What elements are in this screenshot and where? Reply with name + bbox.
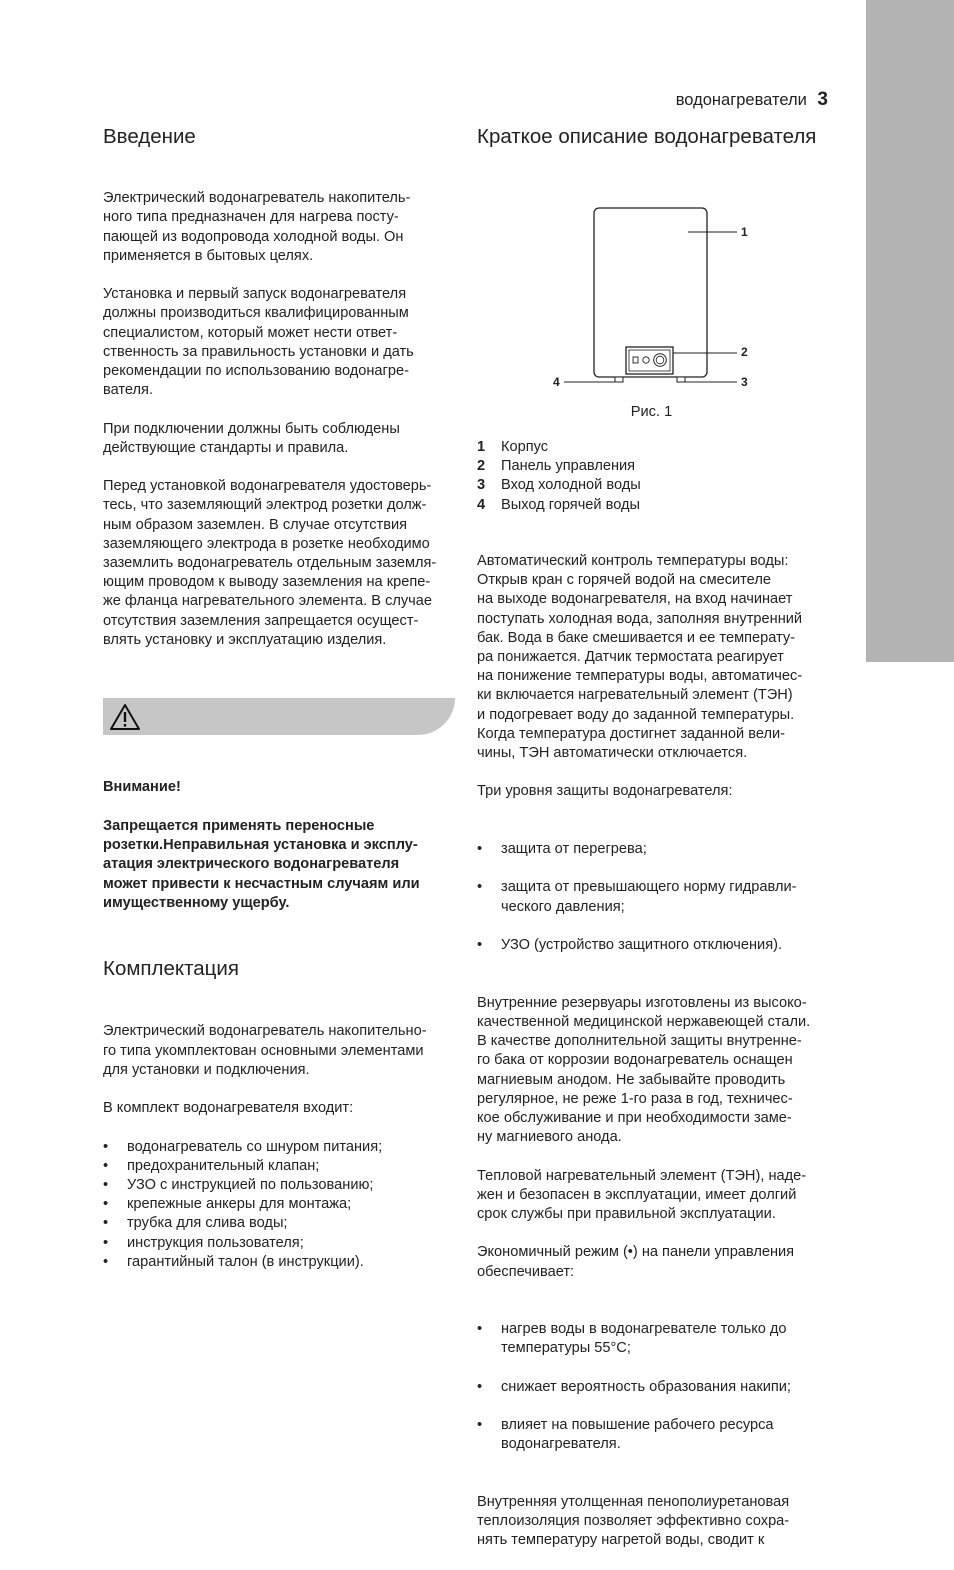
warning-text [103,759,455,932]
part-number: 4 [477,496,486,513]
figure-caption: Рис. 1 [630,404,673,420]
warning-bar [103,698,455,735]
insulation-text: Внутренняя утолщенная пенополиуретановая теплоизоляция позволяет эффективно сохра- нять температуру нагретой воды, сводит к [477,1493,790,1549]
list-item: • УЗО с инструкцией по пользованию; [103,1176,455,1195]
callout-label: 2 [741,345,748,359]
list-item: • предохранительный клапан; [103,1157,455,1176]
callout-label: 3 [741,375,748,389]
list-item: • снижает вероятность образования накипи; [477,1378,832,1397]
eco-intro: Экономичный режим (•) на панели управления обеспечивает: [477,1244,795,1280]
callout-label: 4 [553,375,560,389]
description-title: Краткое описание водонагревателя [477,125,817,148]
intro-body [103,170,455,669]
package-paragraph: Электрический водонагреватель накопительно- го типа укомплектован основными элементами для установки и подключения. [103,1023,427,1078]
package-body [103,1003,455,1137]
page-number: 3 [817,89,828,110]
package-title: Комплектация [103,957,239,981]
warning-heading: Внимание! [103,779,181,796]
package-paragraph: В комплект водонагревателя входит: [103,1100,354,1117]
list-item: • влияет на повышение рабочего ресурса водонагревателя. [477,1416,832,1454]
auto-control-text: Автоматический контроль температуры воды: Открыв кран с горячей водой на смесителе на выходе водонагревателя, на вход начинает поступать холодная вода, заполняя внутренний бак. Вода в баке смешивается и ее температу- ра понижается. Датчик термостата реагирует на понижение температуры воды, автоматичес- ки включается нагревательный элемент (ТЭН) и подогревает воду до заданной температуры. Когда температура достигнет заданной вели- чины, ТЭН автоматически отключается. [477,553,803,762]
eco-list [477,1301,832,1474]
part-number: 3 [477,477,486,494]
intro-paragraph: Перед установкой водонагревателя удостоверь- тесь, что заземляющий электрод розетки долж- ным образом заземлен. В случае отсутствия заземляющего электрода в розетке необходимо заземлить водонагреватель отдельным заземля- ющим проводом к выводу заземления на крепе- же фланца нагревательного элемента. В случае отсутствия заземления запрещается осущест- влять установку и эксплуатацию изделия. [103,478,437,648]
part-number: 2 [477,458,486,475]
intro-title: Введение [103,125,196,148]
side-tab [866,0,954,662]
list-item: • защита от превышающего норму гидравли- ческого давления; [477,878,832,916]
warning-icon [109,703,141,731]
part-label: Корпус [501,439,549,455]
part-item [477,457,832,476]
part-label: Панель управления [501,458,636,475]
list-item: • гарантийный талон (в инструкции). [103,1253,455,1272]
intro-paragraph: При подключении должны быть соблюдены действующие стандарты и правила. [103,420,400,456]
part-label: Вход холодной воды [501,477,641,494]
part-label: Выход горячей воды [501,496,641,513]
list-item: • УЗО (устройство защитного отключения). [477,936,832,955]
part-item [477,438,832,457]
warning-body: Запрещается применять переносные розетки.Неправильная установка и эксплу- атация электрического водонагревателя может привести к несчастным случаям или имущественному ущербу. [103,817,420,911]
heater-text: Тепловой нагревательный элемент (ТЭН), наде- жен и безопасен в эксплуатации, имеет долгий срок службы при правильной эксплуатации. [477,1167,807,1222]
list-item: • защита от перегрева; [477,840,832,859]
intro-paragraph: Электрический водонагреватель накопитель- ного типа предназначен для нагрева посту- пающей из водопровода холодной воды. Он применяется в бытовых целях. [103,190,411,264]
list-item: • крепежные анкеры для монтажа; [103,1195,455,1214]
package-list [103,1138,455,1272]
list-item: • инструкция пользователя; [103,1234,455,1253]
list-item: • трубка для слива воды; [103,1214,455,1233]
list-item: • водонагреватель со шнуром питания; [103,1138,455,1157]
protection-list [477,821,832,975]
tank-text: Внутренние резервуары изготовлены из высоко- качественной медицинской нержавеющей стали. В качестве дополнительной защиты внутренне- го бака от коррозии водонагреватель оснащен магниевым анодом. Не забывайте проводить регулярное, не реже 1-го раза в год, техничес- кое обслуживание и при необходимости заме- ну магниевого анода. [477,994,811,1146]
water-heater-diagram [477,173,832,393]
list-item: • нагрев воды в водонагревателе только до температуры 55°C; [477,1320,832,1358]
description-body [477,533,832,1570]
header-section: водонагреватели [675,91,807,109]
part-item [477,476,832,495]
part-item [477,496,832,515]
parts-list [477,438,832,515]
part-number: 1 [477,439,486,455]
left-column [103,124,455,1272]
right-column [477,124,832,1570]
protection-intro: Три уровня защиты водонагревателя: [477,783,733,800]
callout-label: 1 [741,225,748,239]
running-header [676,89,828,111]
intro-paragraph: Установка и первый запуск водонагревателя должны производиться квалифицированным специалистом, который может нести ответ- ственность за правильность установки и дать рекомендации по использованию водонагре- вателя. [103,286,414,399]
water-heater-figure [477,173,832,420]
